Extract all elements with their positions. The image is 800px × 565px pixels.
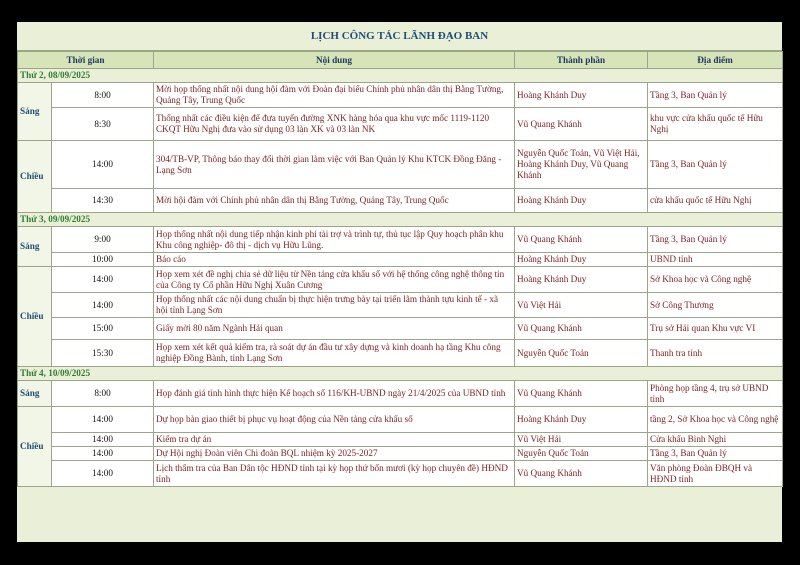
table-row: [18, 83, 783, 108]
time-cell: 14:00: [52, 447, 154, 461]
content-cell: Mời họp thống nhất nội dung hội đàm với Đoàn đại biểu Chính phủ nhân dân thị Bằng Tường, Quảng Tây, Trung Quốc: [154, 83, 515, 108]
time-cell: 10:00: [52, 253, 154, 267]
location-cell: Sở Công Thương: [648, 293, 783, 318]
location-cell: Tầng 3, Ban Quản lý: [648, 227, 783, 253]
participants-cell: Vũ Quang Khánh: [515, 461, 648, 487]
content-cell: 304/TB-VP, Thông báo thay đổi thời gian làm việc với Ban Quản lý Khu KTCK Đồng Đăng - Lạng Sơn: [154, 141, 515, 189]
participants-cell: Vũ Việt Hải: [515, 433, 648, 447]
location-cell: Tầng 3, Ban Quản lý: [648, 83, 783, 108]
time-cell: 8:00: [52, 381, 154, 407]
session-label: Sáng: [18, 381, 52, 407]
participants-cell: Hoàng Khánh Duy: [515, 407, 648, 433]
time-cell: 15:00: [52, 318, 154, 340]
content-cell: Thống nhất các điều kiện để đưa tuyến đường XNK hàng hóa qua khu vực mốc 1119-1120 CKQT Hữu Nghị đưa vào sử dụng 03 làn XK và 03 làn NK: [154, 108, 515, 141]
participants-cell: Hoàng Khánh Duy: [515, 189, 648, 213]
table-row: [18, 141, 783, 189]
time-cell: 14:30: [52, 189, 154, 213]
time-cell: 15:30: [52, 340, 154, 367]
location-cell: Sở Khoa học và Công nghệ: [648, 267, 783, 293]
time-cell: 8:00: [52, 83, 154, 108]
content-cell: Họp thống nhất các nội dung chuẩn bị thực hiện trưng bày tại triển lãm thành tựu kinh tế - xã hội tỉnh Lạng Sơn: [154, 293, 515, 318]
content-cell: Họp xem xét đề nghị chia sẻ dữ liệu từ Nền tảng cửa khẩu số với hệ thống công nghệ thông tin của Công ty Cổ phần Hữu Nghị Xuân Cương: [154, 267, 515, 293]
session-label: Sáng: [18, 83, 52, 141]
participants-cell: Vũ Quang Khánh: [515, 227, 648, 253]
content-cell: Giấy mời 80 năm Ngành Hải quan: [154, 318, 515, 340]
table-row: [18, 227, 783, 253]
table-row: [18, 189, 783, 213]
table-row: [18, 108, 783, 141]
header-participants: Thành phần: [515, 52, 648, 69]
location-cell: Tầng 3, Ban Quản lý: [648, 447, 783, 461]
time-cell: 8:30: [52, 108, 154, 141]
participants-cell: Hoàng Khánh Duy: [515, 253, 648, 267]
table-row: [18, 293, 783, 318]
content-cell: Mời hội đàm với Chính phủ nhân dân thị Bằng Tường, Quảng Tây, Trung Quốc: [154, 189, 515, 213]
header-time: Thời gian: [18, 52, 154, 69]
table-row: [18, 433, 783, 447]
time-cell: 14:00: [52, 293, 154, 318]
participants-cell: Vũ Quang Khánh: [515, 108, 648, 141]
location-cell: Trụ sở Hải quan Khu vực VI: [648, 318, 783, 340]
content-cell: Kiểm tra dự án: [154, 433, 515, 447]
page-title: LỊCH CÔNG TÁC LÃNH ĐẠO BAN: [17, 22, 782, 51]
schedule-body: [18, 69, 783, 487]
location-cell: Phòng họp tầng 4, trụ sở UBND tỉnh: [648, 381, 783, 407]
table-row: [18, 407, 783, 433]
location-cell: cửa khẩu quốc tế Hữu Nghị: [648, 189, 783, 213]
table-row: [18, 267, 783, 293]
content-cell: Dự họp bàn giao thiết bị phục vụ hoạt động của Nền tảng cửa khẩu số: [154, 407, 515, 433]
content-cell: Họp đánh giá tình hình thực hiện Kế hoạch số 116/KH-UBND ngày 21/4/2025 của UBND tỉnh: [154, 381, 515, 407]
table-row: [18, 318, 783, 340]
session-label: Chiều: [18, 141, 52, 213]
time-cell: 9:00: [52, 227, 154, 253]
location-cell: Cửa khẩu Bình Nghi: [648, 433, 783, 447]
session-label: Chiều: [18, 267, 52, 367]
session-label: Sáng: [18, 227, 52, 267]
content-cell: Họp xem xét kết quả kiểm tra, rà soát dự án đầu tư xây dựng và kinh doanh hạ tầng Khu công nghiệp Đồng Bành, tỉnh Lạng Sơn: [154, 340, 515, 367]
schedule-table: [17, 51, 783, 487]
participants-cell: Nguyễn Quốc Toản: [515, 340, 648, 367]
location-cell: Văn phòng Đoàn ĐBQH và HĐND tỉnh: [648, 461, 783, 487]
time-cell: 14:00: [52, 407, 154, 433]
header-location: Địa điểm: [648, 52, 783, 69]
day-label: Thứ 3, 09/09/2025: [18, 213, 783, 227]
day-row: [18, 367, 783, 381]
content-cell: Lịch thẩm tra của Ban Dân tộc HĐND tỉnh tại kỳ họp thứ bốn mươi (kỳ họp chuyên đề) HĐND tỉnh: [154, 461, 515, 487]
location-cell: khu vực cửa khẩu quốc tế Hữu Nghị: [648, 108, 783, 141]
day-row: [18, 213, 783, 227]
location-cell: Tầng 3, Ban Quản lý: [648, 141, 783, 189]
table-row: [18, 253, 783, 267]
table-row: [18, 447, 783, 461]
header-content: Nội dung: [154, 52, 515, 69]
day-label: Thứ 2, 08/09/2025: [18, 69, 783, 83]
session-label: Chiều: [18, 407, 52, 487]
table-row: [18, 461, 783, 487]
content-cell: Báo cáo: [154, 253, 515, 267]
day-label: Thứ 4, 10/09/2025: [18, 367, 783, 381]
content-cell: Họp thống nhất nội dung tiếp nhận kinh phí tài trợ và trình tự, thủ tục lập Quy hoạch phân khu Khu công nghiệp- đô thị - dịch vụ Hữu Lũng.: [154, 227, 515, 253]
time-cell: 14:00: [52, 433, 154, 447]
location-cell: Thanh tra tỉnh: [648, 340, 783, 367]
location-cell: tầng 2, Sở Khoa học và Công nghệ: [648, 407, 783, 433]
participants-cell: Vũ Quang Khánh: [515, 318, 648, 340]
participants-cell: Vũ Việt Hải: [515, 293, 648, 318]
time-cell: 14:00: [52, 461, 154, 487]
table-row: [18, 381, 783, 407]
header-row: [18, 52, 783, 69]
participants-cell: Vũ Quang Khánh: [515, 381, 648, 407]
schedule-sheet: [17, 22, 782, 542]
table-row: [18, 340, 783, 367]
content-cell: Dự Hội nghị Đoàn viên Chi đoàn BQL nhiệm kỳ 2025-2027: [154, 447, 515, 461]
participants-cell: Hoàng Khánh Duy: [515, 83, 648, 108]
location-cell: UBND tỉnh: [648, 253, 783, 267]
time-cell: 14:00: [52, 267, 154, 293]
participants-cell: Hoàng Khánh Duy: [515, 267, 648, 293]
time-cell: 14:00: [52, 141, 154, 189]
day-row: [18, 69, 783, 83]
participants-cell: Nguyễn Quốc Toản, Vũ Việt Hải, Hoàng Khánh Duy, Vũ Quang Khánh: [515, 141, 648, 189]
participants-cell: Nguyễn Quốc Toản: [515, 447, 648, 461]
